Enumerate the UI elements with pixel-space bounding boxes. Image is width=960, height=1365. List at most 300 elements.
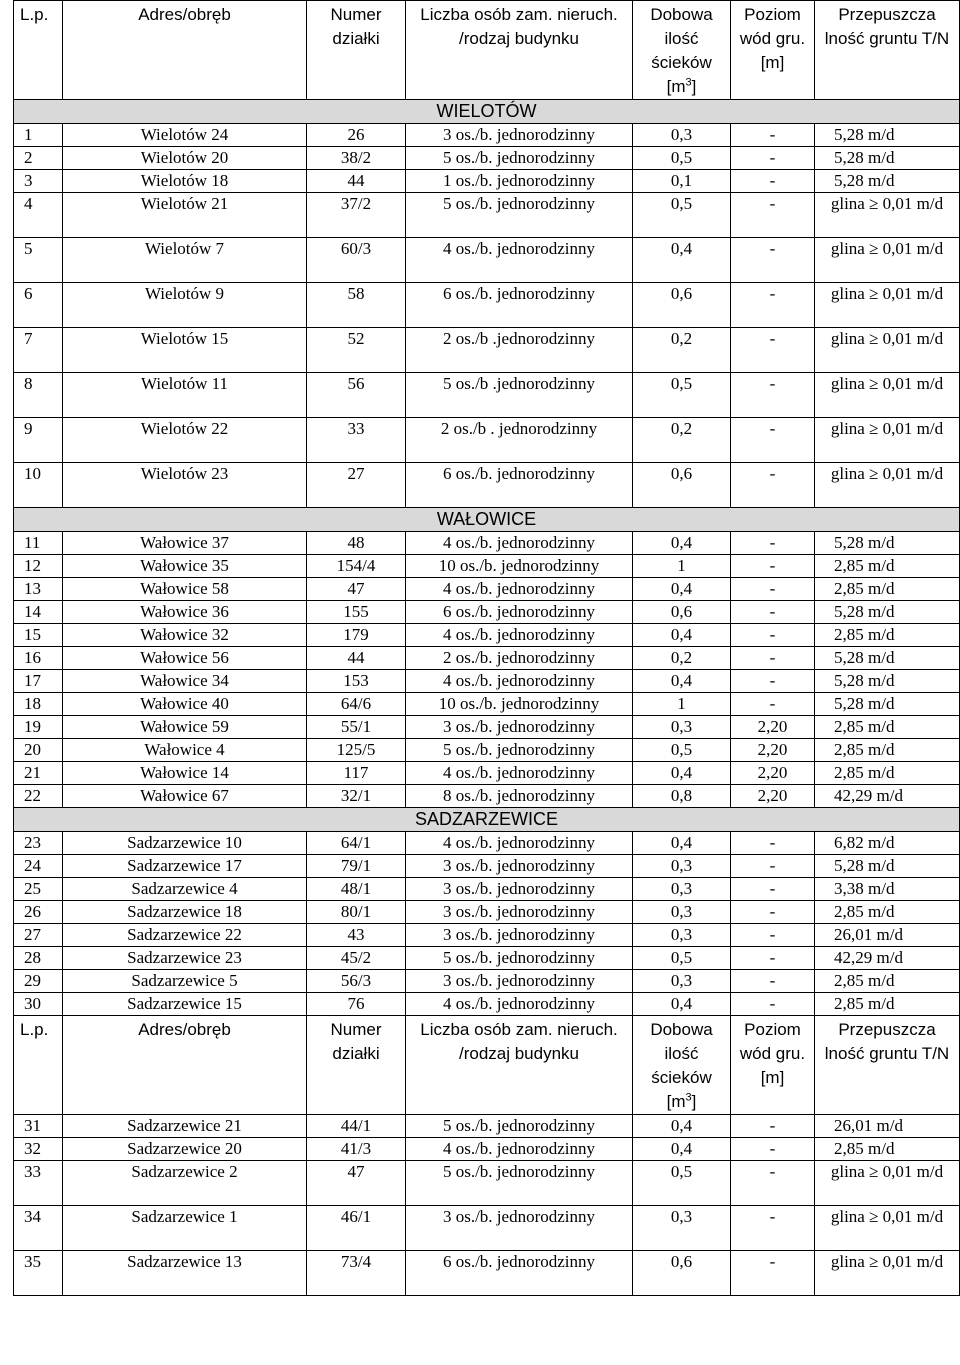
cell-lp: 28: [14, 947, 63, 970]
cell-address: Wielotów 20: [63, 147, 307, 170]
cell-persons: 2 os./b .jednorodzinny: [406, 328, 633, 373]
cell-perm: 2,85 m/d: [815, 578, 960, 601]
cell-address: Wielotów 11: [63, 373, 307, 418]
header-persons: Liczba osób zam. nieruch. /rodzaj budynku: [406, 1, 633, 100]
cell-daily: 0,4: [633, 762, 731, 785]
cell-lp: 29: [14, 970, 63, 993]
section-row: [14, 100, 960, 124]
cell-parcel: 80/1: [307, 901, 406, 924]
header-persons: Liczba osób zam. nieruch. /rodzaj budynku: [406, 1016, 633, 1115]
cell-parcel: 64/1: [307, 832, 406, 855]
cell-perm: glina ≥ 0,01 m/d: [815, 1206, 960, 1251]
header-permeability: Przepuszcza lność gruntu T/N: [815, 1, 960, 100]
table-row: [14, 1161, 960, 1206]
cell-perm: 42,29 m/d: [815, 785, 960, 808]
cell-lp: 30: [14, 993, 63, 1016]
cell-perm: 5,28 m/d: [815, 124, 960, 147]
cell-lp: 11: [14, 532, 63, 555]
cell-lp: 16: [14, 647, 63, 670]
cell-parcel: 48/1: [307, 878, 406, 901]
cell-persons: 5 os./b. jednorodzinny: [406, 739, 633, 762]
cell-persons: 4 os./b. jednorodzinny: [406, 762, 633, 785]
cell-lp: 14: [14, 601, 63, 624]
table-row: [14, 328, 960, 373]
cell-parcel: 125/5: [307, 739, 406, 762]
table-body: [14, 1, 960, 1296]
cell-address: Sadzarzewice 5: [63, 970, 307, 993]
cell-address: Wałowice 4: [63, 739, 307, 762]
cell-address: Sadzarzewice 1: [63, 1206, 307, 1251]
cell-daily: 0,5: [633, 947, 731, 970]
table-row: [14, 1138, 960, 1161]
header-lp: L.p.: [14, 1016, 63, 1115]
cell-persons: 4 os./b. jednorodzinny: [406, 238, 633, 283]
cell-perm: glina ≥ 0,01 m/d: [815, 193, 960, 238]
cell-lp: 19: [14, 716, 63, 739]
cell-daily: 0,4: [633, 1115, 731, 1138]
cell-persons: 4 os./b. jednorodzinny: [406, 670, 633, 693]
cell-address: Wałowice 34: [63, 670, 307, 693]
cell-address: Wielotów 24: [63, 124, 307, 147]
wastewater-table: [13, 0, 960, 1296]
header-daily-volume: Dobowa ilość ścieków $[m^3]$: [633, 1016, 731, 1115]
cell-perm: 26,01 m/d: [815, 1115, 960, 1138]
cell-persons: 3 os./b. jednorodzinny: [406, 878, 633, 901]
section-row: [14, 808, 960, 832]
table-row: [14, 1251, 960, 1296]
cell-water: -: [731, 947, 815, 970]
header-parcel: Numer działki: [307, 1, 406, 100]
header-parcel: Numer działki: [307, 1016, 406, 1115]
cell-parcel: 76: [307, 993, 406, 1016]
cell-water: -: [731, 328, 815, 373]
cell-water: -: [731, 555, 815, 578]
cell-perm: glina ≥ 0,01 m/d: [815, 418, 960, 463]
cell-daily: 0,4: [633, 578, 731, 601]
table-row: [14, 647, 960, 670]
table-row: [14, 878, 960, 901]
header-address: Adres/obręb: [63, 1, 307, 100]
cell-lp: 27: [14, 924, 63, 947]
cell-water: -: [731, 624, 815, 647]
cell-parcel: 60/3: [307, 238, 406, 283]
cell-address: Sadzarzewice 17: [63, 855, 307, 878]
table-row: [14, 124, 960, 147]
cell-address: Wałowice 40: [63, 693, 307, 716]
cell-water: -: [731, 463, 815, 508]
cell-address: Wałowice 32: [63, 624, 307, 647]
cell-lp: 5: [14, 238, 63, 283]
cell-parcel: 44: [307, 647, 406, 670]
cell-lp: 22: [14, 785, 63, 808]
cell-parcel: 26: [307, 124, 406, 147]
cell-address: Sadzarzewice 10: [63, 832, 307, 855]
cell-daily: 0,2: [633, 328, 731, 373]
cell-parcel: 55/1: [307, 716, 406, 739]
cell-persons: 4 os./b. jednorodzinny: [406, 993, 633, 1016]
table-row: [14, 238, 960, 283]
cell-persons: 5 os./b .jednorodzinny: [406, 373, 633, 418]
cell-lp: 33: [14, 1161, 63, 1206]
cell-lp: 26: [14, 901, 63, 924]
table-row: [14, 832, 960, 855]
cell-daily: 0,2: [633, 418, 731, 463]
table-row: [14, 193, 960, 238]
cell-parcel: 45/2: [307, 947, 406, 970]
section-row: [14, 508, 960, 532]
header-daily-volume: Dobowa ilość ścieków $[m^3]$: [633, 1, 731, 100]
cell-parcel: 46/1: [307, 1206, 406, 1251]
cell-parcel: 64/6: [307, 693, 406, 716]
cell-persons: 6 os./b. jednorodzinny: [406, 283, 633, 328]
cell-persons: 5 os./b. jednorodzinny: [406, 1115, 633, 1138]
cell-perm: 2,85 m/d: [815, 901, 960, 924]
cell-daily: 0,2: [633, 647, 731, 670]
cell-daily: 0,6: [633, 1251, 731, 1296]
cell-daily: 0,6: [633, 283, 731, 328]
cell-persons: 3 os./b. jednorodzinny: [406, 855, 633, 878]
cell-daily: 0,6: [633, 463, 731, 508]
cell-daily: 0,3: [633, 878, 731, 901]
cell-lp: 18: [14, 693, 63, 716]
cell-address: Wielotów 7: [63, 238, 307, 283]
cell-parcel: 58: [307, 283, 406, 328]
cell-water: -: [731, 901, 815, 924]
table-row: [14, 601, 960, 624]
cell-lp: 10: [14, 463, 63, 508]
cell-perm: glina ≥ 0,01 m/d: [815, 463, 960, 508]
cell-lp: 31: [14, 1115, 63, 1138]
cell-perm: 5,28 m/d: [815, 855, 960, 878]
cell-daily: 0,5: [633, 147, 731, 170]
cell-perm: 5,28 m/d: [815, 601, 960, 624]
cell-address: Wielotów 22: [63, 418, 307, 463]
cell-lp: 4: [14, 193, 63, 238]
cell-daily: 0,3: [633, 716, 731, 739]
cell-parcel: 38/2: [307, 147, 406, 170]
section-title: WAŁOWICE: [14, 508, 960, 532]
cell-persons: 5 os./b. jednorodzinny: [406, 147, 633, 170]
cell-parcel: 27: [307, 463, 406, 508]
table-row: [14, 373, 960, 418]
cell-perm: 5,28 m/d: [815, 532, 960, 555]
cell-parcel: 153: [307, 670, 406, 693]
cell-perm: 2,85 m/d: [815, 716, 960, 739]
cell-lp: 9: [14, 418, 63, 463]
table-row: [14, 1115, 960, 1138]
cell-persons: 6 os./b. jednorodzinny: [406, 1251, 633, 1296]
cell-parcel: 44: [307, 170, 406, 193]
table-row: [14, 993, 960, 1016]
cell-daily: 0,4: [633, 238, 731, 283]
cell-water: -: [731, 601, 815, 624]
cell-persons: 10 os./b. jednorodzinny: [406, 693, 633, 716]
cell-parcel: 155: [307, 601, 406, 624]
cell-lp: 7: [14, 328, 63, 373]
cell-persons: 5 os./b. jednorodzinny: [406, 947, 633, 970]
cell-address: Sadzarzewice 18: [63, 901, 307, 924]
cell-perm: 2,85 m/d: [815, 739, 960, 762]
cell-address: Wałowice 58: [63, 578, 307, 601]
header-water-level: Poziom wód gru. [m]: [731, 1, 815, 100]
cell-parcel: 179: [307, 624, 406, 647]
cell-perm: 2,85 m/d: [815, 624, 960, 647]
cell-water: -: [731, 1138, 815, 1161]
cell-perm: 5,28 m/d: [815, 670, 960, 693]
cell-persons: 8 os./b. jednorodzinny: [406, 785, 633, 808]
cell-daily: 0,8: [633, 785, 731, 808]
cell-perm: 26,01 m/d: [815, 924, 960, 947]
cell-address: Sadzarzewice 21: [63, 1115, 307, 1138]
table-row: [14, 785, 960, 808]
cell-lp: 13: [14, 578, 63, 601]
cell-water: -: [731, 1251, 815, 1296]
table-row: [14, 693, 960, 716]
cell-lp: 25: [14, 878, 63, 901]
cell-address: Wielotów 21: [63, 193, 307, 238]
cell-water: 2,20: [731, 716, 815, 739]
table-row: [14, 170, 960, 193]
cell-water: -: [731, 1206, 815, 1251]
cell-persons: 4 os./b. jednorodzinny: [406, 1138, 633, 1161]
cell-parcel: 33: [307, 418, 406, 463]
cell-lp: 32: [14, 1138, 63, 1161]
cell-persons: 5 os./b. jednorodzinny: [406, 1161, 633, 1206]
cell-water: -: [731, 855, 815, 878]
cell-address: Sadzarzewice 22: [63, 924, 307, 947]
cell-daily: 0,3: [633, 970, 731, 993]
cell-daily: 0,3: [633, 901, 731, 924]
cell-lp: 2: [14, 147, 63, 170]
cell-perm: 5,28 m/d: [815, 693, 960, 716]
cell-address: Wałowice 14: [63, 762, 307, 785]
cell-perm: 2,85 m/d: [815, 762, 960, 785]
cell-persons: 10 os./b. jednorodzinny: [406, 555, 633, 578]
cell-address: Sadzarzewice 4: [63, 878, 307, 901]
cell-parcel: 117: [307, 762, 406, 785]
cell-water: 2,20: [731, 739, 815, 762]
cell-lp: 12: [14, 555, 63, 578]
cell-water: -: [731, 1115, 815, 1138]
cell-address: Wielotów 9: [63, 283, 307, 328]
cell-address: Wałowice 35: [63, 555, 307, 578]
header-row: [14, 1, 960, 100]
cell-address: Sadzarzewice 20: [63, 1138, 307, 1161]
table-row: [14, 463, 960, 508]
cell-parcel: 52: [307, 328, 406, 373]
cell-water: -: [731, 647, 815, 670]
cell-parcel: 44/1: [307, 1115, 406, 1138]
table-row: [14, 555, 960, 578]
cell-daily: 1: [633, 555, 731, 578]
cell-lp: 8: [14, 373, 63, 418]
cell-parcel: 79/1: [307, 855, 406, 878]
cell-water: 2,20: [731, 762, 815, 785]
cell-daily: 0,5: [633, 193, 731, 238]
table-row: [14, 283, 960, 328]
cell-water: -: [731, 147, 815, 170]
cell-parcel: 43: [307, 924, 406, 947]
cell-lp: 3: [14, 170, 63, 193]
cell-address: Sadzarzewice 13: [63, 1251, 307, 1296]
cell-parcel: 37/2: [307, 193, 406, 238]
cell-persons: 3 os./b. jednorodzinny: [406, 970, 633, 993]
cell-daily: 0,6: [633, 601, 731, 624]
cell-persons: 5 os./b. jednorodzinny: [406, 193, 633, 238]
cell-water: -: [731, 832, 815, 855]
cell-water: -: [731, 193, 815, 238]
cell-water: -: [731, 532, 815, 555]
cell-daily: 0,3: [633, 124, 731, 147]
cell-address: Wałowice 56: [63, 647, 307, 670]
cell-perm: 3,38 m/d: [815, 878, 960, 901]
cell-address: Wielotów 23: [63, 463, 307, 508]
cell-lp: 1: [14, 124, 63, 147]
cell-address: Wałowice 36: [63, 601, 307, 624]
cell-parcel: 56: [307, 373, 406, 418]
cell-daily: 0,5: [633, 373, 731, 418]
cell-water: -: [731, 670, 815, 693]
cell-address: Wielotów 18: [63, 170, 307, 193]
cell-water: -: [731, 924, 815, 947]
cell-water: -: [731, 283, 815, 328]
header-row: [14, 1016, 960, 1115]
cell-perm: glina ≥ 0,01 m/d: [815, 328, 960, 373]
cell-water: -: [731, 124, 815, 147]
table-row: [14, 924, 960, 947]
cell-address: Sadzarzewice 2: [63, 1161, 307, 1206]
cell-persons: 3 os./b. jednorodzinny: [406, 1206, 633, 1251]
section-title: SADZARZEWICE: [14, 808, 960, 832]
table-row: [14, 855, 960, 878]
cell-water: -: [731, 878, 815, 901]
table-row: [14, 670, 960, 693]
cell-parcel: 41/3: [307, 1138, 406, 1161]
cell-persons: 3 os./b. jednorodzinny: [406, 901, 633, 924]
cell-persons: 1 os./b. jednorodzinny: [406, 170, 633, 193]
cell-address: Wielotów 15: [63, 328, 307, 373]
cell-lp: 34: [14, 1206, 63, 1251]
cell-perm: 5,28 m/d: [815, 147, 960, 170]
cell-perm: glina ≥ 0,01 m/d: [815, 1161, 960, 1206]
table-row: [14, 739, 960, 762]
header-lp: L.p.: [14, 1, 63, 100]
cell-lp: 35: [14, 1251, 63, 1296]
cell-address: Wałowice 59: [63, 716, 307, 739]
table-row: [14, 970, 960, 993]
cell-parcel: 48: [307, 532, 406, 555]
cell-perm: glina ≥ 0,01 m/d: [815, 1251, 960, 1296]
cell-daily: 0,4: [633, 624, 731, 647]
cell-water: 2,20: [731, 785, 815, 808]
cell-perm: glina ≥ 0,01 m/d: [815, 238, 960, 283]
cell-address: Wałowice 37: [63, 532, 307, 555]
cell-daily: 1: [633, 693, 731, 716]
cell-perm: 5,28 m/d: [815, 647, 960, 670]
cell-persons: 3 os./b. jednorodzinny: [406, 924, 633, 947]
cell-lp: 24: [14, 855, 63, 878]
cell-daily: 0,4: [633, 1138, 731, 1161]
cell-perm: glina ≥ 0,01 m/d: [815, 283, 960, 328]
cell-perm: 42,29 m/d: [815, 947, 960, 970]
cell-persons: 4 os./b. jednorodzinny: [406, 832, 633, 855]
cell-water: -: [731, 993, 815, 1016]
cell-water: -: [731, 373, 815, 418]
cell-daily: 0,4: [633, 670, 731, 693]
cell-daily: 0,5: [633, 739, 731, 762]
header-daily-sup: 3: [685, 1091, 692, 1104]
table-row: [14, 624, 960, 647]
cell-perm: 2,85 m/d: [815, 1138, 960, 1161]
cell-address: Sadzarzewice 15: [63, 993, 307, 1016]
cell-parcel: 47: [307, 1161, 406, 1206]
cell-persons: 6 os./b. jednorodzinny: [406, 601, 633, 624]
cell-parcel: 47: [307, 578, 406, 601]
cell-persons: 4 os./b. jednorodzinny: [406, 624, 633, 647]
table-row: [14, 1206, 960, 1251]
cell-lp: 17: [14, 670, 63, 693]
header-address: Adres/obręb: [63, 1016, 307, 1115]
section-title: WIELOTÓW: [14, 100, 960, 124]
cell-persons: 4 os./b. jednorodzinny: [406, 578, 633, 601]
cell-perm: 5,28 m/d: [815, 170, 960, 193]
cell-daily: 0,4: [633, 832, 731, 855]
cell-persons: 3 os./b. jednorodzinny: [406, 716, 633, 739]
cell-parcel: 32/1: [307, 785, 406, 808]
cell-persons: 4 os./b. jednorodzinny: [406, 532, 633, 555]
cell-water: -: [731, 238, 815, 283]
cell-perm: 2,85 m/d: [815, 970, 960, 993]
cell-address: Wałowice 67: [63, 785, 307, 808]
table-row: [14, 947, 960, 970]
cell-lp: 21: [14, 762, 63, 785]
cell-perm: 2,85 m/d: [815, 555, 960, 578]
cell-water: -: [731, 418, 815, 463]
cell-persons: 3 os./b. jednorodzinny: [406, 124, 633, 147]
cell-lp: 6: [14, 283, 63, 328]
cell-daily: 0,4: [633, 993, 731, 1016]
cell-water: -: [731, 970, 815, 993]
cell-daily: 0,5: [633, 1161, 731, 1206]
cell-water: -: [731, 170, 815, 193]
cell-daily: 0,3: [633, 924, 731, 947]
cell-perm: 2,85 m/d: [815, 993, 960, 1016]
header-water-level: Poziom wód gru. [m]: [731, 1016, 815, 1115]
cell-daily: 0,3: [633, 1206, 731, 1251]
cell-lp: 15: [14, 624, 63, 647]
cell-water: -: [731, 578, 815, 601]
table-row: [14, 532, 960, 555]
cell-lp: 20: [14, 739, 63, 762]
table-row: [14, 901, 960, 924]
cell-persons: 2 os./b . jednorodzinny: [406, 418, 633, 463]
cell-perm: 6,82 m/d: [815, 832, 960, 855]
cell-parcel: 154/4: [307, 555, 406, 578]
cell-address: Sadzarzewice 23: [63, 947, 307, 970]
cell-persons: 6 os./b. jednorodzinny: [406, 463, 633, 508]
table-row: [14, 578, 960, 601]
table-row: [14, 762, 960, 785]
cell-daily: 0,3: [633, 855, 731, 878]
table-row: [14, 418, 960, 463]
cell-daily: 0,1: [633, 170, 731, 193]
cell-parcel: 56/3: [307, 970, 406, 993]
table-row: [14, 716, 960, 739]
table-row: [14, 147, 960, 170]
header-daily-sup: 3: [685, 76, 692, 89]
cell-lp: 23: [14, 832, 63, 855]
cell-water: -: [731, 1161, 815, 1206]
